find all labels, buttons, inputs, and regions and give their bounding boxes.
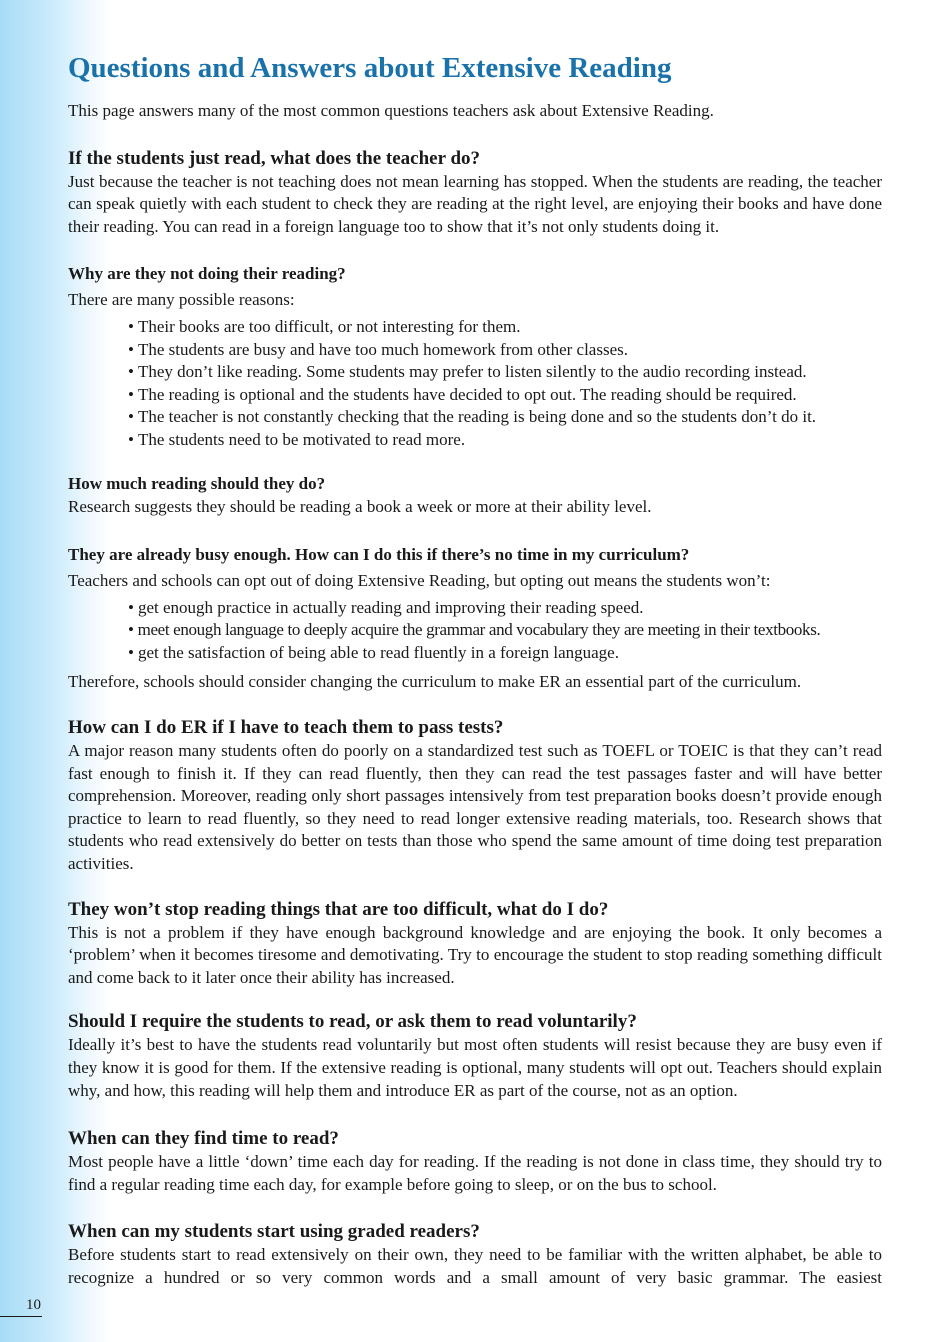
list-item: • They don’t like reading. Some students may prefer to listen silently to the audio recording instead. (128, 362, 807, 382)
qa-section-how-much (68, 472, 882, 519)
qa-section-graded-readers (68, 1220, 882, 1289)
list-item: • get enough practice in actually reading and improving their reading speed. (128, 597, 644, 617)
section-body: Just because the teacher is not teaching does not mean learning has stopped. When the students are reading, the teacher can speak quietly with each student to check they are reading at the right level, are enjoying their books and have done their reading. You can read in a foreign language too to show that it’s not only students doing it. (68, 171, 882, 236)
qa-section-no-time (68, 543, 882, 693)
page-number: 10 (26, 1297, 41, 1313)
reasons-list (128, 316, 882, 452)
list-item: • The reading is optional and the students have decided to opt out. The reading should be required. (128, 384, 797, 404)
qa-section-require-reading (68, 1010, 882, 1102)
document-content (68, 48, 882, 1290)
section-heading: They are already busy enough. How can I do this if there’s no time in my curriculum? (68, 545, 690, 565)
qa-section-teacher-role (68, 147, 882, 239)
qa-section-tests (68, 716, 882, 876)
section-conclusion: Therefore, schools should consider changing the curriculum to make ER an essential part of the curriculum. (68, 671, 802, 691)
section-heading: Should I require the students to read, or ask them to read voluntarily? (68, 1011, 637, 1033)
section-heading: If the students just read, what does the teacher do? (68, 147, 481, 169)
page-number-rule (0, 1316, 42, 1317)
qa-section-too-difficult (68, 898, 882, 990)
list-item: • Their books are too difficult, or not interesting for them. (128, 316, 521, 336)
list-item: • The students are busy and have too much homework from other classes. (128, 339, 628, 359)
section-body: A major reason many students often do poorly on a standardized test such as TOEFL or TOEIC is that they can’t read fast enough to finish it. If they can read fluently, then they can read the test passages faster and will have better comprehension. Moreover, reading only short passages intensively from test preparation books doesn’t provide enough practice to learn to read fluently, so they need to read longer extensive reading materials, too. Research shows that students who read extensively do better on tests than those who spend the same amount of time doing test preparation activities. (68, 741, 882, 874)
section-body: Teachers and schools can opt out of doing Extensive Reading, but opting out means the students won’t: (68, 571, 771, 591)
section-heading: How much reading should they do? (68, 473, 326, 493)
section-body: Most people have a little ‘down’ time each day for reading. If the reading is not done in class time, they should try to find a regular reading time each day, for example before going to sleep, or on the bus to school. (68, 1152, 882, 1194)
consequences-list (128, 597, 882, 665)
list-item: • get the satisfaction of being able to read fluently in a foreign language. (128, 642, 619, 662)
list-item: • The teacher is not constantly checking that the reading is being done and so the students don’t do it. (128, 407, 817, 427)
intro-paragraph: This page answers many of the most common questions teachers ask about Extensive Reading. (68, 101, 714, 120)
section-heading: When can they find time to read? (68, 1128, 339, 1150)
section-body: Ideally it’s best to have the students read voluntarily but most often students will resist because they are busy even if they know it is good for them. If the extensive reading is optional, many students will opt out. Teachers should explain why, and how, this reading will help them and introduce ER as part of the course, not as an option. (68, 1035, 882, 1100)
section-body: There are many possible reasons: (68, 290, 295, 310)
section-body: This is not a problem if they have enough background knowledge and are enjoying the book. It only becomes a ‘problem’ when it becomes tiresome and demotivating. Try to encourage the student to stop reading something difficult and come back to it later once their ability has increased. (68, 922, 882, 987)
qa-section-find-time (68, 1127, 882, 1196)
section-heading: They won’t stop reading things that are too difficult, what do I do? (68, 898, 609, 920)
section-heading: How can I do ER if I have to teach them to pass tests? (68, 717, 504, 739)
page-title: Questions and Answers about Extensive Reading (68, 52, 672, 84)
section-body: Research suggests they should be reading a book a week or more at their ability level. (68, 496, 652, 516)
list-item: • The students need to be motivated to read more. (128, 429, 466, 449)
qa-section-not-reading (68, 262, 882, 451)
section-body: Before students start to read extensively on their own, they need to be familiar with the written alphabet, be able to recognize a hundred or so very common words and a small amount of very basic grammar. The easiest (68, 1245, 882, 1287)
section-heading: Why are they not doing their reading? (68, 264, 346, 284)
list-item: • meet enough language to deeply acquire the grammar and vocabulary they are meeting in their textbooks. (128, 620, 821, 640)
section-heading: When can my students start using graded readers? (68, 1221, 480, 1243)
